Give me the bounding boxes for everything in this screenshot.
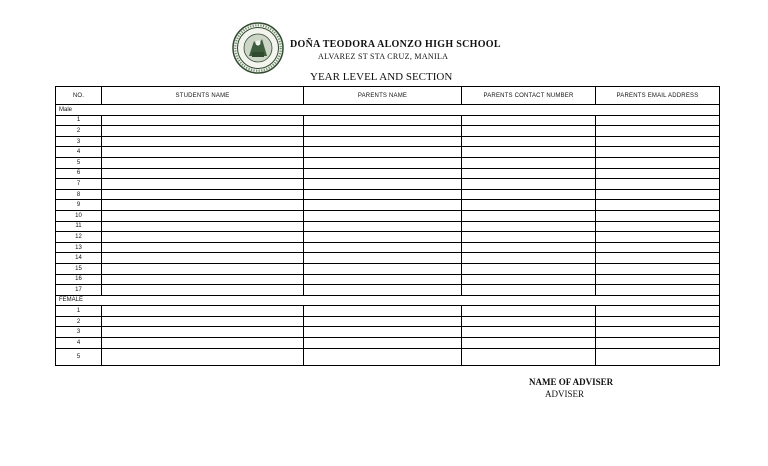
parent-name-cell[interactable] <box>304 316 462 327</box>
parent-contact-cell[interactable] <box>462 232 596 243</box>
table-row <box>56 126 720 137</box>
table-row <box>56 147 720 158</box>
parent-contact-cell[interactable] <box>462 263 596 274</box>
table-row <box>56 115 720 126</box>
row-number: 12 <box>56 232 102 243</box>
parent-contact-cell[interactable] <box>462 285 596 296</box>
parent-name-cell[interactable] <box>304 126 462 137</box>
parent-email-cell[interactable] <box>596 242 720 253</box>
table-row <box>56 327 720 338</box>
row-number: 5 <box>56 157 102 168</box>
student-name-cell[interactable] <box>102 210 304 221</box>
parent-contact-cell[interactable] <box>462 136 596 147</box>
student-name-cell[interactable] <box>102 232 304 243</box>
student-name-cell[interactable] <box>102 242 304 253</box>
parent-name-cell[interactable] <box>304 221 462 232</box>
parent-name-cell[interactable] <box>304 348 462 365</box>
table-row <box>56 232 720 243</box>
parent-contact-cell[interactable] <box>462 168 596 179</box>
table-row <box>56 136 720 147</box>
parent-email-cell[interactable] <box>596 253 720 264</box>
table-row <box>56 168 720 179</box>
parent-name-cell[interactable] <box>304 168 462 179</box>
table-row <box>56 157 720 168</box>
student-name-cell[interactable] <box>102 316 304 327</box>
table-row <box>56 221 720 232</box>
school-address: ALVAREZ ST STA CRUZ, MANILA <box>318 52 449 61</box>
row-number: 2 <box>56 316 102 327</box>
row-number: 11 <box>56 221 102 232</box>
parent-email-cell[interactable] <box>596 210 720 221</box>
school-name: DOÑA TEODORA ALONZO HIGH SCHOOL <box>290 39 501 50</box>
parent-name-cell[interactable] <box>304 338 462 349</box>
parent-contact-cell[interactable] <box>462 253 596 264</box>
parent-email-cell[interactable] <box>596 306 720 317</box>
row-number: 1 <box>56 115 102 126</box>
parent-email-cell[interactable] <box>596 115 720 126</box>
student-name-cell[interactable] <box>102 168 304 179</box>
parent-contact-cell[interactable] <box>462 338 596 349</box>
parent-email-cell[interactable] <box>596 136 720 147</box>
parent-name-cell[interactable] <box>304 232 462 243</box>
parent-name-cell[interactable] <box>304 200 462 211</box>
parent-email-cell[interactable] <box>596 327 720 338</box>
section-label: FEMALE <box>56 295 720 306</box>
parent-email-cell[interactable] <box>596 126 720 137</box>
student-name-cell[interactable] <box>102 253 304 264</box>
parent-contact-cell[interactable] <box>462 115 596 126</box>
row-number: 3 <box>56 136 102 147</box>
parent-contact-cell[interactable] <box>462 147 596 158</box>
parent-name-cell[interactable] <box>304 306 462 317</box>
parent-email-cell[interactable] <box>596 221 720 232</box>
row-number: 9 <box>56 200 102 211</box>
row-number: 7 <box>56 179 102 190</box>
student-name-cell[interactable] <box>102 274 304 285</box>
row-number: 8 <box>56 189 102 200</box>
row-number: 6 <box>56 168 102 179</box>
parent-contact-cell[interactable] <box>462 210 596 221</box>
row-number: 17 <box>56 285 102 296</box>
student-name-cell[interactable] <box>102 285 304 296</box>
parent-name-cell[interactable] <box>304 179 462 190</box>
table-row <box>56 210 720 221</box>
row-number: 14 <box>56 253 102 264</box>
parent-name-cell[interactable] <box>304 189 462 200</box>
parent-email-cell[interactable] <box>596 179 720 190</box>
table-row <box>56 348 720 365</box>
school-seal-icon <box>232 22 284 74</box>
student-name-cell[interactable] <box>102 179 304 190</box>
student-name-cell[interactable] <box>102 200 304 211</box>
parent-contact-cell[interactable] <box>462 316 596 327</box>
student-name-cell[interactable] <box>102 306 304 317</box>
table-row <box>56 263 720 274</box>
table-row <box>56 179 720 190</box>
student-name-cell[interactable] <box>102 136 304 147</box>
table-row <box>56 316 720 327</box>
row-number: 1 <box>56 306 102 317</box>
student-name-cell[interactable] <box>102 348 304 365</box>
parent-email-cell[interactable] <box>596 348 720 365</box>
column-header-student-name: STUDENTS NAME <box>102 87 304 105</box>
row-number: 2 <box>56 126 102 137</box>
adviser-name-label: NAME OF ADVISER <box>529 377 614 387</box>
row-number: 13 <box>56 242 102 253</box>
parent-contact-cell[interactable] <box>462 157 596 168</box>
student-name-cell[interactable] <box>102 157 304 168</box>
row-number: 4 <box>56 338 102 349</box>
row-number: 4 <box>56 147 102 158</box>
section-label: Male <box>56 105 720 116</box>
table-row <box>56 189 720 200</box>
adviser-role-label: ADVISER <box>545 389 585 399</box>
parent-name-cell[interactable] <box>304 327 462 338</box>
parent-email-cell[interactable] <box>596 316 720 327</box>
row-number: 10 <box>56 210 102 221</box>
student-name-cell[interactable] <box>102 189 304 200</box>
table-row <box>56 338 720 349</box>
roster-body <box>56 105 720 366</box>
table-row <box>56 285 720 296</box>
parent-contact-cell[interactable] <box>462 327 596 338</box>
section-row-female <box>56 295 720 306</box>
column-header-parent-contact: PARENTS CONTACT NUMBER <box>462 87 596 105</box>
student-name-cell[interactable] <box>102 115 304 126</box>
form-header <box>0 0 768 90</box>
parent-email-cell[interactable] <box>596 338 720 349</box>
row-number: 15 <box>56 263 102 274</box>
student-name-cell[interactable] <box>102 263 304 274</box>
table-header-row <box>56 87 720 105</box>
student-name-cell[interactable] <box>102 126 304 137</box>
parent-name-cell[interactable] <box>304 157 462 168</box>
parent-name-cell[interactable] <box>304 263 462 274</box>
parent-contact-cell[interactable] <box>462 179 596 190</box>
section-row-male <box>56 105 720 116</box>
parent-name-cell[interactable] <box>304 115 462 126</box>
parent-contact-cell[interactable] <box>462 306 596 317</box>
row-number: 3 <box>56 327 102 338</box>
student-name-cell[interactable] <box>102 338 304 349</box>
student-roster-table <box>55 86 720 366</box>
parent-contact-cell[interactable] <box>462 200 596 211</box>
parent-email-cell[interactable] <box>596 168 720 179</box>
parent-email-cell[interactable] <box>596 157 720 168</box>
parent-name-cell[interactable] <box>304 147 462 158</box>
table-row <box>56 274 720 285</box>
student-name-cell[interactable] <box>102 327 304 338</box>
parent-contact-cell[interactable] <box>462 274 596 285</box>
column-header-parent-email: PARENTS EMAIL ADDRESS <box>596 87 720 105</box>
parent-contact-cell[interactable] <box>462 221 596 232</box>
parent-name-cell[interactable] <box>304 242 462 253</box>
parent-email-cell[interactable] <box>596 200 720 211</box>
parent-email-cell[interactable] <box>596 285 720 296</box>
parent-contact-cell[interactable] <box>462 126 596 137</box>
table-row <box>56 253 720 264</box>
student-name-cell[interactable] <box>102 147 304 158</box>
column-header-number: NO. <box>56 87 102 105</box>
parent-name-cell[interactable] <box>304 274 462 285</box>
student-name-cell[interactable] <box>102 221 304 232</box>
table-row <box>56 200 720 211</box>
column-header-parent-name: PARENTS NAME <box>304 87 462 105</box>
parent-name-cell[interactable] <box>304 253 462 264</box>
parent-email-cell[interactable] <box>596 274 720 285</box>
row-number: 5 <box>56 348 102 365</box>
parent-contact-cell[interactable] <box>462 242 596 253</box>
parent-email-cell[interactable] <box>596 147 720 158</box>
form-title: YEAR LEVEL AND SECTION <box>310 71 453 83</box>
parent-email-cell[interactable] <box>596 189 720 200</box>
parent-email-cell[interactable] <box>596 263 720 274</box>
parent-email-cell[interactable] <box>596 232 720 243</box>
parent-contact-cell[interactable] <box>462 189 596 200</box>
parent-contact-cell[interactable] <box>462 348 596 365</box>
parent-name-cell[interactable] <box>304 210 462 221</box>
parent-name-cell[interactable] <box>304 285 462 296</box>
table-row <box>56 306 720 317</box>
row-number: 16 <box>56 274 102 285</box>
table-row <box>56 242 720 253</box>
parent-name-cell[interactable] <box>304 136 462 147</box>
